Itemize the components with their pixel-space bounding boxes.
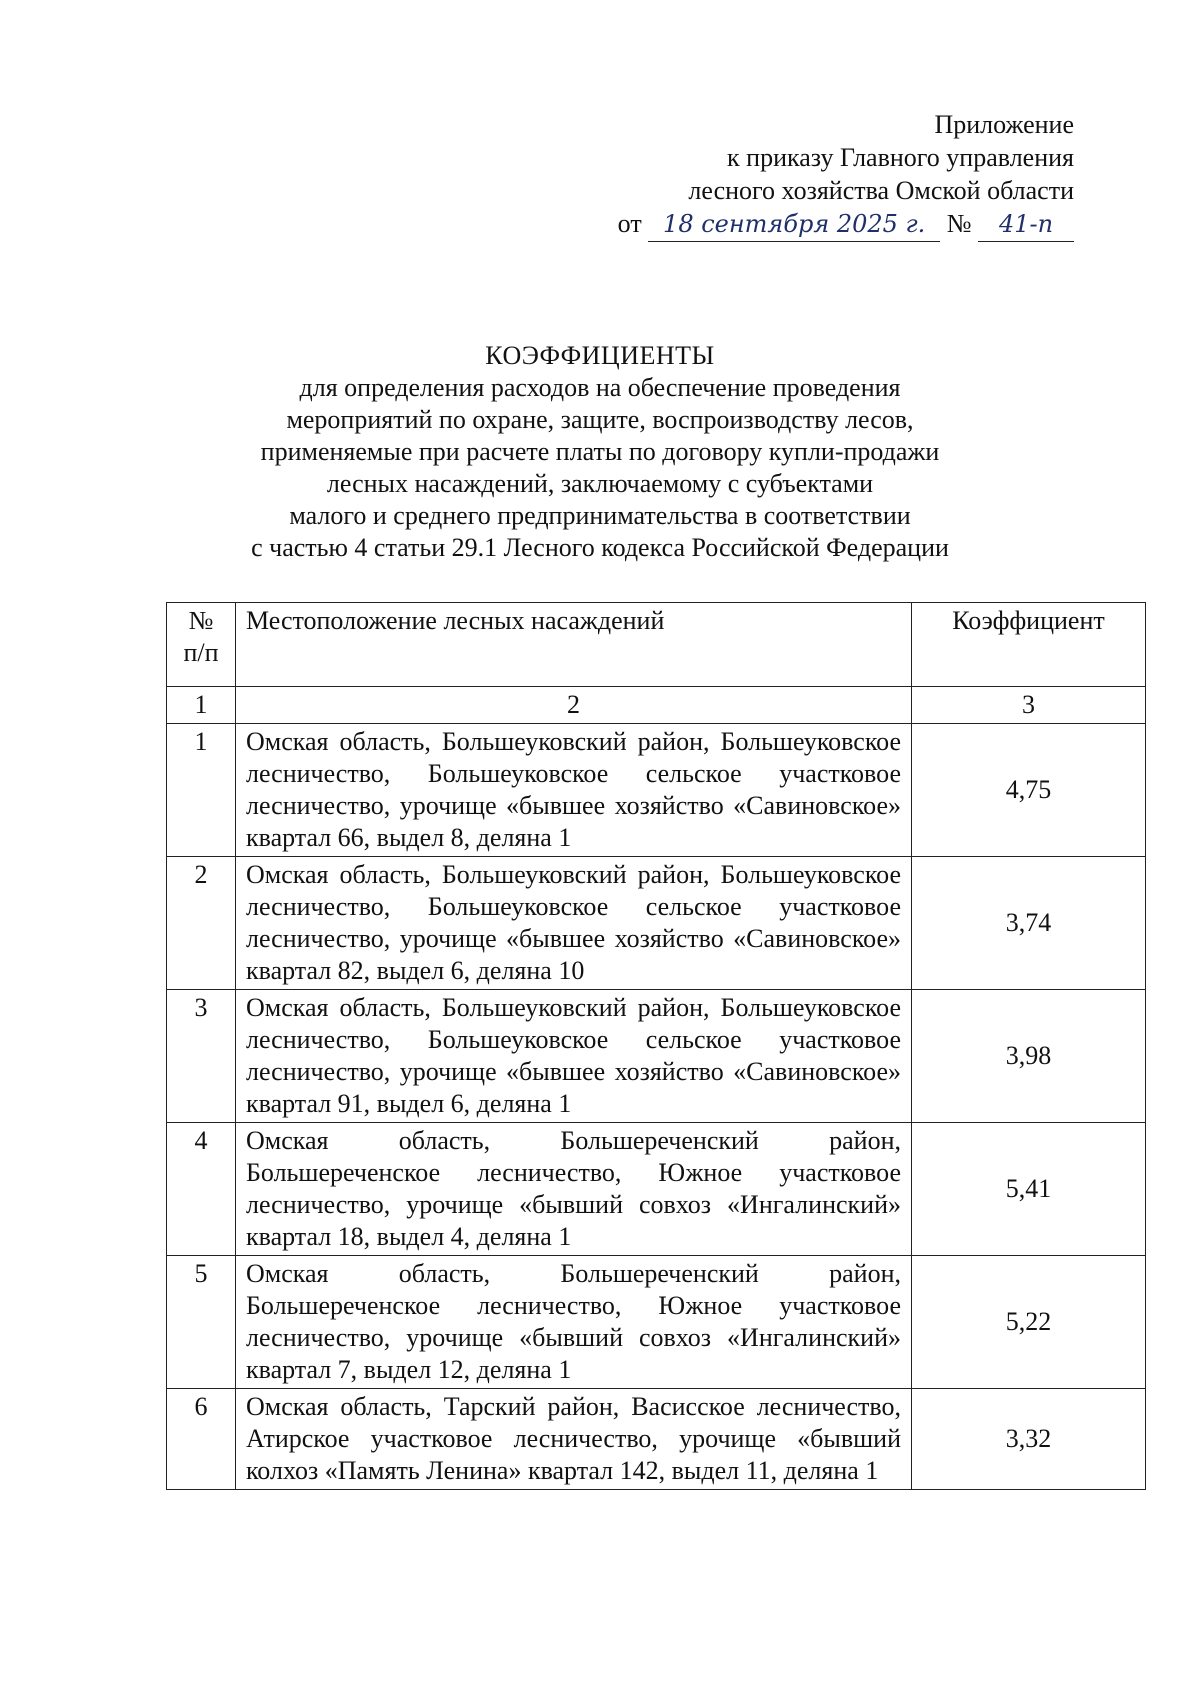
authority-name: лесного хозяйства Омской области <box>688 176 1074 205</box>
handwritten-number: 41-п <box>978 208 1074 242</box>
col-header-location: Местоположение лесных насаждений <box>236 603 912 687</box>
row-location: Омская область, Тарский район, Васисское лесничество, Атирское участковое лесничество, урочище «бывший колхоз «Память Ленина» квартал 142, выдел 11, деляна 1 <box>236 1389 912 1490</box>
row-number: 2 <box>167 857 236 990</box>
table-index-row <box>167 687 1146 724</box>
row-number: 5 <box>167 1256 236 1389</box>
row-location: Омская область, Большереченский район, Большереченское лесничество, Южное участковое лесничество, урочище «бывший совхоз «Ингалинский» квартал 7, выдел 12, деляна 1 <box>236 1256 912 1389</box>
row-coefficient: 4,75 <box>912 724 1146 857</box>
col-header-number: № п/п <box>167 603 236 687</box>
row-coefficient: 3,74 <box>912 857 1146 990</box>
row-location: Омская область, Большереченский район, Большереченское лесничество, Южное участковое лесничество, урочище «бывший совхоз «Ингалинский» квартал 18, выдел 4, деляна 1 <box>236 1123 912 1256</box>
title-subline: применяемые при расчете платы по договору купли-продажи <box>260 437 940 466</box>
title-main: КОЭФФИЦИЕНТЫ <box>485 341 715 370</box>
table-row <box>167 1123 1146 1256</box>
row-number: 6 <box>167 1389 236 1490</box>
table-row <box>167 990 1146 1123</box>
handwritten-date: 18 сентября 2025 г. <box>648 208 940 242</box>
table-row <box>167 857 1146 990</box>
table-header-row <box>167 603 1146 687</box>
number-sign: № <box>946 209 972 238</box>
title-subline: для определения расходов на обеспечение проведения <box>299 373 901 402</box>
table-row <box>167 1256 1146 1389</box>
row-number: 4 <box>167 1123 236 1256</box>
row-location: Омская область, Большеуковский район, Большеуковское лесничество, Большеуковское сельское участковое лесничество, урочище «бывшее хозяйство «Савиновское» квартал 82, выдел 6, деляна 10 <box>236 857 912 990</box>
appendix-label: Приложение <box>934 110 1074 139</box>
row-coefficient: 5,22 <box>912 1256 1146 1389</box>
table-row <box>167 1389 1146 1490</box>
row-number: 3 <box>167 990 236 1123</box>
title-subline: лесных насаждений, заключаемому с субъектами <box>326 469 874 498</box>
title-subline: мероприятий по охране, защите, воспроизводству лесов, <box>286 405 914 434</box>
row-coefficient: 5,41 <box>912 1123 1146 1256</box>
title-subline: с частью 4 статьи 29.1 Лесного кодекса Российской Федерации <box>251 533 949 562</box>
order-reference: к приказу Главного управления <box>727 143 1074 172</box>
index-cell: 3 <box>912 687 1146 724</box>
row-location: Омская область, Большеуковский район, Большеуковское лесничество, Большеуковское сельское участковое лесничество, урочище «бывшее хозяйство «Савиновское» квартал 91, выдел 6, деляна 1 <box>236 990 912 1123</box>
row-location: Омская область, Большеуковский район, Большеуковское лесничество, Большеуковское сельское участковое лесничество, урочище «бывшее хозяйство «Савиновское» квартал 66, выдел 8, деляна 1 <box>236 724 912 857</box>
index-cell: 2 <box>236 687 912 724</box>
row-number: 1 <box>167 724 236 857</box>
row-coefficient: 3,98 <box>912 990 1146 1123</box>
order-date-line <box>618 207 1074 242</box>
col-header-coefficient: Коэффициент <box>912 603 1146 687</box>
row-coefficient: 3,32 <box>912 1389 1146 1490</box>
appendix-header <box>618 108 1074 242</box>
date-prefix: от <box>617 209 642 238</box>
title-subline: малого и среднего предпринимательства в соответствии <box>289 501 911 530</box>
document-title <box>0 340 1200 564</box>
coefficients-table <box>166 602 1146 1490</box>
table-row <box>167 724 1146 857</box>
index-cell: 1 <box>167 687 236 724</box>
